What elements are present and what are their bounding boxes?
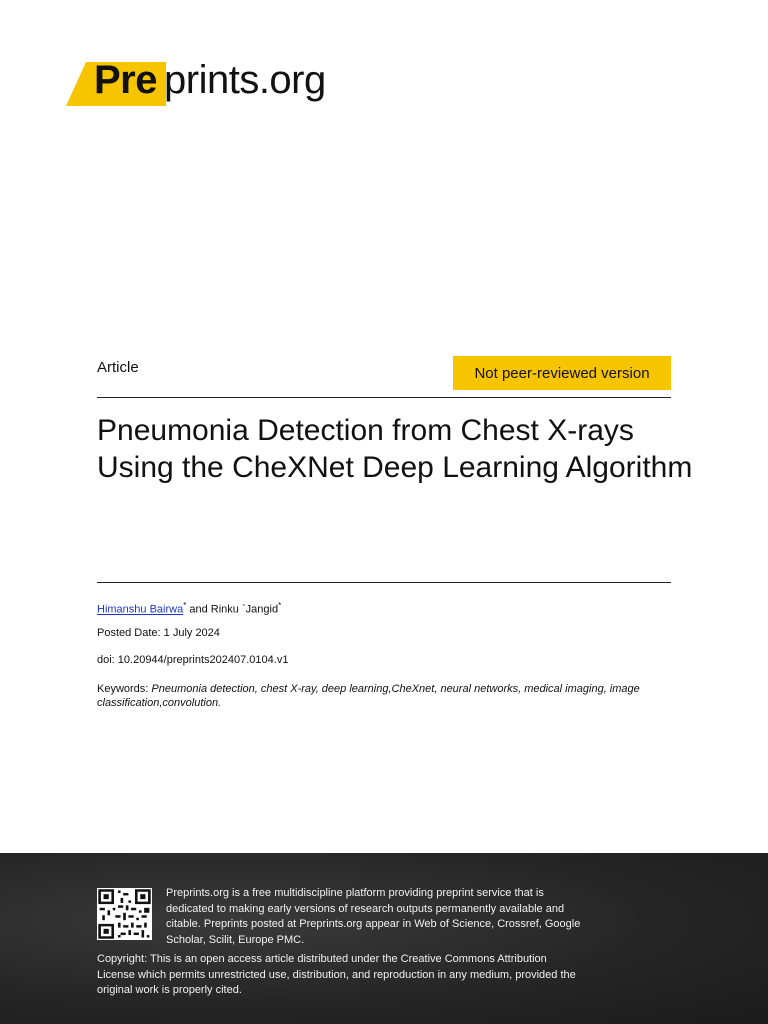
divider	[97, 397, 671, 398]
footer-copyright-text: Copyright: This is an open access article distributed under the Creative Commons Attribution License which permits unrestricted use, distribution, and reproduction in any medium, provided the original work is properly cited.	[97, 953, 576, 996]
paper-title: Pneumonia Detection from Chest X-rays Using the CheXNet Deep Learning Algorithm	[97, 414, 693, 484]
qr-code-icon[interactable]	[97, 888, 152, 940]
divider	[97, 582, 671, 583]
author-link[interactable]: Himanshu Bairwa	[97, 603, 184, 616]
doi: doi: 10.20944/preprints202407.0104.v1	[97, 654, 289, 666]
authors-line	[97, 601, 281, 616]
author-pre-mark: `	[241, 603, 246, 616]
keywords-line-1: Pneumonia detection, chest X-ray, deep learning,CheXnet, neural networks, medical imaging, image	[151, 683, 640, 695]
keywords-line-2: classification,convolution.	[97, 697, 222, 709]
logo-bold-text: Pre	[94, 58, 157, 102]
logo-text: prints.org	[164, 58, 326, 102]
posted-date: Posted Date: 1 July 2024	[97, 627, 220, 639]
author-mark: *	[278, 601, 282, 610]
author-mark: *	[183, 601, 187, 610]
peer-review-badge: Not peer-reviewed version	[453, 356, 671, 390]
preprints-logo[interactable]	[66, 58, 366, 108]
footer-about-text: Preprints.org is a free multidiscipline platform providing preprint service that is dedicated to making early versions of research outputs permanently available and citable. Preprints posted at Preprints.org appear in Web of Science, Crossref, Google Scholar, Scilit, Europe PMC.	[166, 887, 581, 946]
footer-banner	[0, 853, 768, 1024]
keywords	[97, 682, 677, 710]
article-type-label: Article	[97, 359, 139, 376]
keywords-label: Keywords:	[97, 683, 149, 695]
author-name: Jangid	[245, 603, 279, 616]
author-connector: and Rinku	[186, 603, 242, 616]
